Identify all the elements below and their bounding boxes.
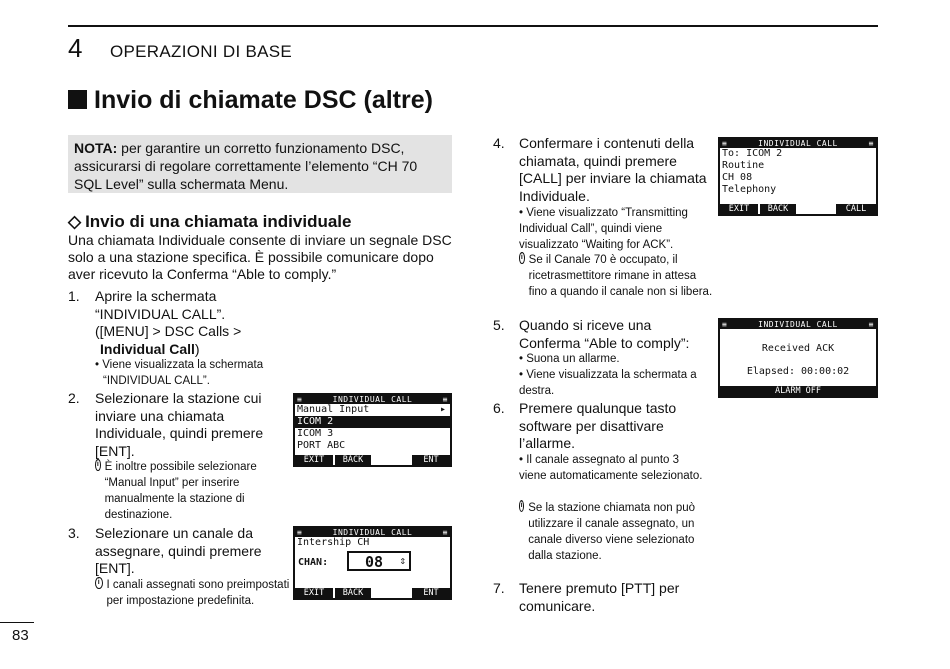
page-number-rule xyxy=(0,622,34,623)
menu-bars-icon: ≡ xyxy=(442,528,448,537)
note-text: per garantire un corretto funzionamento DSC, assicurarsi di regolare correttamente l’elemento “CH 70 SQL Level” sulla schermata Menu. xyxy=(74,140,418,192)
info-icon: i xyxy=(95,459,101,471)
lcd-channel-label: Intership CH xyxy=(297,537,370,548)
step-2-number: 2. xyxy=(68,390,80,406)
note-label: NOTA: xyxy=(74,140,118,156)
lcd-list-item[interactable]: ICOM 3 xyxy=(297,428,334,439)
info-icon: i xyxy=(519,252,525,264)
lcd-softkeys xyxy=(295,587,450,598)
lcd-screen-ack xyxy=(718,318,878,398)
page-number: 83 xyxy=(12,627,29,644)
lcd-call-type: Telephony xyxy=(722,184,777,195)
step-5-number: 5. xyxy=(493,317,505,333)
lcd-softkeys xyxy=(720,385,876,396)
diamond-bullet-icon: ◇ xyxy=(68,212,82,231)
exit-softkey[interactable]: EXIT xyxy=(295,588,333,598)
ent-softkey[interactable]: ENT xyxy=(412,455,450,465)
info-icon: i xyxy=(519,500,524,512)
step-5-text: Quando si riceve una Conferma “Able to comply”: xyxy=(519,317,690,351)
lcd-softkeys xyxy=(720,203,876,214)
lcd-header: ≡ INDIVIDUAL CALL ≡ xyxy=(297,395,448,404)
up-down-icon: ⇕ xyxy=(399,554,406,567)
section-title: Invio di chiamate DSC (altre) xyxy=(68,86,433,115)
lcd-header: ≡ INDIVIDUAL CALL ≡ xyxy=(722,320,874,329)
step-4-number: 4. xyxy=(493,135,505,151)
step-7-text: Tenere premuto [PTT] per comunicare. xyxy=(519,580,680,614)
step-2-info: i È inoltre possibile selezionare “Manual Input” per inserire manualmente la stazione di destinazione. xyxy=(96,461,257,521)
back-softkey[interactable]: BACK xyxy=(335,588,371,598)
arrow-right-icon: ▸ xyxy=(439,404,446,415)
step-3-text: Selezionare un canale da assegnare, quindi premere [ENT]. xyxy=(95,525,262,576)
step-7-number: 7. xyxy=(493,580,505,596)
step-4-info: i Se il Canale 70 è occupato, il ricetrasmettitore rimane in attesa fino a quando il canale non si libera. xyxy=(520,254,713,298)
chapter-number: 4 xyxy=(68,33,83,63)
lcd-list-item[interactable]: Manual Input ▸ xyxy=(297,404,446,415)
step-6-bullet: • Il canale assegnato al punto 3 viene automaticamente selezionato. xyxy=(519,454,703,482)
channel-value: 08 xyxy=(365,553,384,571)
lcd-softkeys xyxy=(295,454,450,465)
step-1-number: 1. xyxy=(68,288,80,304)
elapsed-time: Elapsed: 00:00:02 xyxy=(746,366,850,377)
note-box xyxy=(68,135,452,193)
step-6-text: Premere qualunque tasto software per disattivare l’allarme. xyxy=(519,400,677,451)
subsection-intro: Una chiamata Individuale consente di inviare un segnale DSC solo a una stazione specifica. È possibile comunicare dopo aver ricevuto la Conferma “Able to comply.” xyxy=(68,232,452,282)
chapter-title: OPERAZIONI DI BASE xyxy=(110,42,293,61)
alarm-off-softkey[interactable]: ALARM OFF xyxy=(720,386,876,396)
lcd-screen-call-confirm xyxy=(718,137,878,216)
lcd-screen-station-list xyxy=(293,393,452,467)
menu-bars-icon: ≡ xyxy=(722,139,728,148)
menu-bars-icon: ≡ xyxy=(868,139,874,148)
info-icon: i xyxy=(95,577,103,589)
step-4-text: Confermare i contenuti della chiamata, quindi premere [CALL] per inviare la chiamata Individuale. xyxy=(519,135,707,204)
menu-bars-icon: ≡ xyxy=(297,395,303,404)
back-softkey[interactable]: BACK xyxy=(335,455,371,465)
lcd-list-item-selected[interactable]: ICOM 2 xyxy=(295,416,450,428)
menu-bars-icon: ≡ xyxy=(868,320,874,329)
menu-bars-icon: ≡ xyxy=(722,320,728,329)
menu-bars-icon: ≡ xyxy=(442,395,448,404)
lcd-call-target: To: ICOM 2 xyxy=(722,148,783,159)
step-1-bullet: • Viene visualizzata la schermata “INDIVIDUAL CALL”. xyxy=(95,359,264,387)
lcd-header: ≡ INDIVIDUAL CALL ≡ xyxy=(722,139,874,148)
ack-status: Received ACK xyxy=(761,343,835,354)
exit-softkey[interactable]: EXIT xyxy=(295,455,333,465)
step-3-info: i I canali assegnati sono preimpostati per impostazione predefinita. xyxy=(95,577,290,609)
back-softkey[interactable]: BACK xyxy=(760,204,796,214)
exit-softkey[interactable]: EXIT xyxy=(720,204,758,214)
header-rule xyxy=(68,25,878,27)
ent-softkey[interactable]: ENT xyxy=(412,588,450,598)
subsection-title: ◇ Invio di una chiamata individuale xyxy=(68,212,352,231)
lcd-call-category: Routine xyxy=(722,160,765,171)
square-bullet-icon xyxy=(68,90,87,109)
step-6-number: 6. xyxy=(493,400,505,416)
lcd-list-item[interactable]: PORT ABC xyxy=(297,440,346,451)
step-3-number: 3. xyxy=(68,525,80,541)
chan-label: CHAN: xyxy=(298,557,329,568)
lcd-screen-channel xyxy=(293,526,452,600)
step-5-bullets: • Suona un allarme. • Viene visualizzata la schermata a destra. xyxy=(519,353,697,397)
menu-bars-icon: ≡ xyxy=(297,528,303,537)
step-4-bullet: • Viene visualizzato “Transmitting Individual Call”, quindi viene visualizzato “Waiting for ACK”. xyxy=(519,207,688,251)
step-6-info: i Se la stazione chiamata non può utilizzare il canale assegnato, un canale diverso viene selezionato dalla stazione. xyxy=(520,502,696,562)
lcd-header: ≡ INDIVIDUAL CALL ≡ xyxy=(297,528,448,537)
lcd-call-channel: CH 08 xyxy=(722,172,753,183)
channel-selector[interactable] xyxy=(347,551,411,571)
call-softkey[interactable]: CALL xyxy=(836,204,876,214)
step-1-text: Aprire la schermata “INDIVIDUAL CALL”. ([MENU] > DSC Calls > Individual Call) xyxy=(95,288,242,357)
step-2-text: Selezionare la stazione cui inviare una chiamata Individuale, quindi premere [ENT]. xyxy=(95,390,264,459)
